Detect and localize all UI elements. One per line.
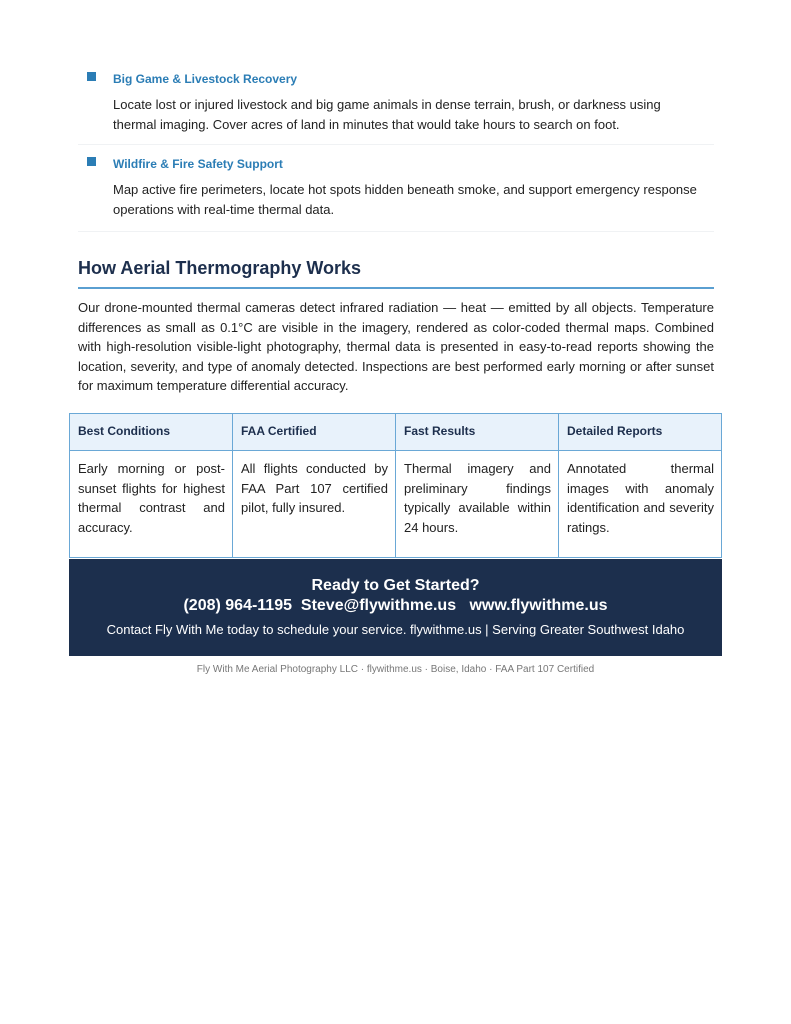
- service-description: Locate lost or injured livestock and big game animals in dense terrain, brush, or darkness using thermal imaging. Cover acres of land in minutes that would take hours to search on foot.: [113, 97, 661, 132]
- table-cell: Early morning or post-sunset flights for highest thermal contrast and accuracy.: [70, 451, 233, 558]
- page-footer: Fly With Me Aerial Photography LLC · flywithme.us · Boise, Idaho · FAA Part 107 Certified: [196, 664, 595, 675]
- section-body: Our drone-mounted thermal cameras detect infrared radiation — heat — emitted by all objects. Temperature differences as small as 0.1°C are visible in the imagery, rendered as color-coded thermal maps. Combined with high-resolution visible-light photography, thermal data is presented in easy-to-read reports showing the location, severity, and type of anomaly detected. Inspections are best performed early morning or after sunset for maximum temperature differential accuracy.: [78, 300, 714, 394]
- square-bullet-icon: [87, 157, 96, 166]
- table-header-cell: Best Conditions: [70, 414, 233, 451]
- section-heading: How Aerial Thermography Works: [78, 258, 714, 289]
- website-link[interactable]: www.flywithme.us: [469, 597, 608, 614]
- service-title: Big Game & Livestock Recovery: [113, 72, 298, 86]
- service-item-wildfire: [78, 144, 714, 232]
- cta-title: Ready to Get Started?: [311, 577, 480, 594]
- email-link[interactable]: Steve@flywithme.us: [300, 597, 457, 614]
- table-header-row: [70, 414, 722, 451]
- cta-banner: [69, 559, 722, 656]
- table-cell: All flights conducted by FAA Part 107 certified pilot, fully insured.: [233, 451, 396, 558]
- square-bullet-icon: [87, 72, 96, 81]
- table-header-cell: Fast Results: [396, 414, 559, 451]
- phone-number[interactable]: (208) 964-1195: [183, 597, 292, 614]
- service-title: Wildfire & Fire Safety Support: [113, 157, 283, 171]
- table-row: [70, 451, 722, 558]
- cta-contact-line: [69, 597, 722, 615]
- table-cell: Thermal imagery and preliminary findings typically available within 24 hours.: [396, 451, 559, 558]
- service-item-big-game: [78, 66, 714, 144]
- services-list: [78, 66, 714, 232]
- service-description: Map active fire perimeters, locate hot spots hidden beneath smoke, and support emergency response operations with real-time thermal data.: [113, 182, 697, 217]
- table-cell: Annotated thermal images with anomaly identification and severity ratings.: [559, 451, 722, 558]
- cta-subtext: Contact Fly With Me today to schedule your service. flywithme.us | Serving Greater Southwest Idaho: [106, 622, 685, 637]
- features-table: [69, 413, 722, 558]
- table-header-cell: Detailed Reports: [559, 414, 722, 451]
- table-header-cell: FAA Certified: [233, 414, 396, 451]
